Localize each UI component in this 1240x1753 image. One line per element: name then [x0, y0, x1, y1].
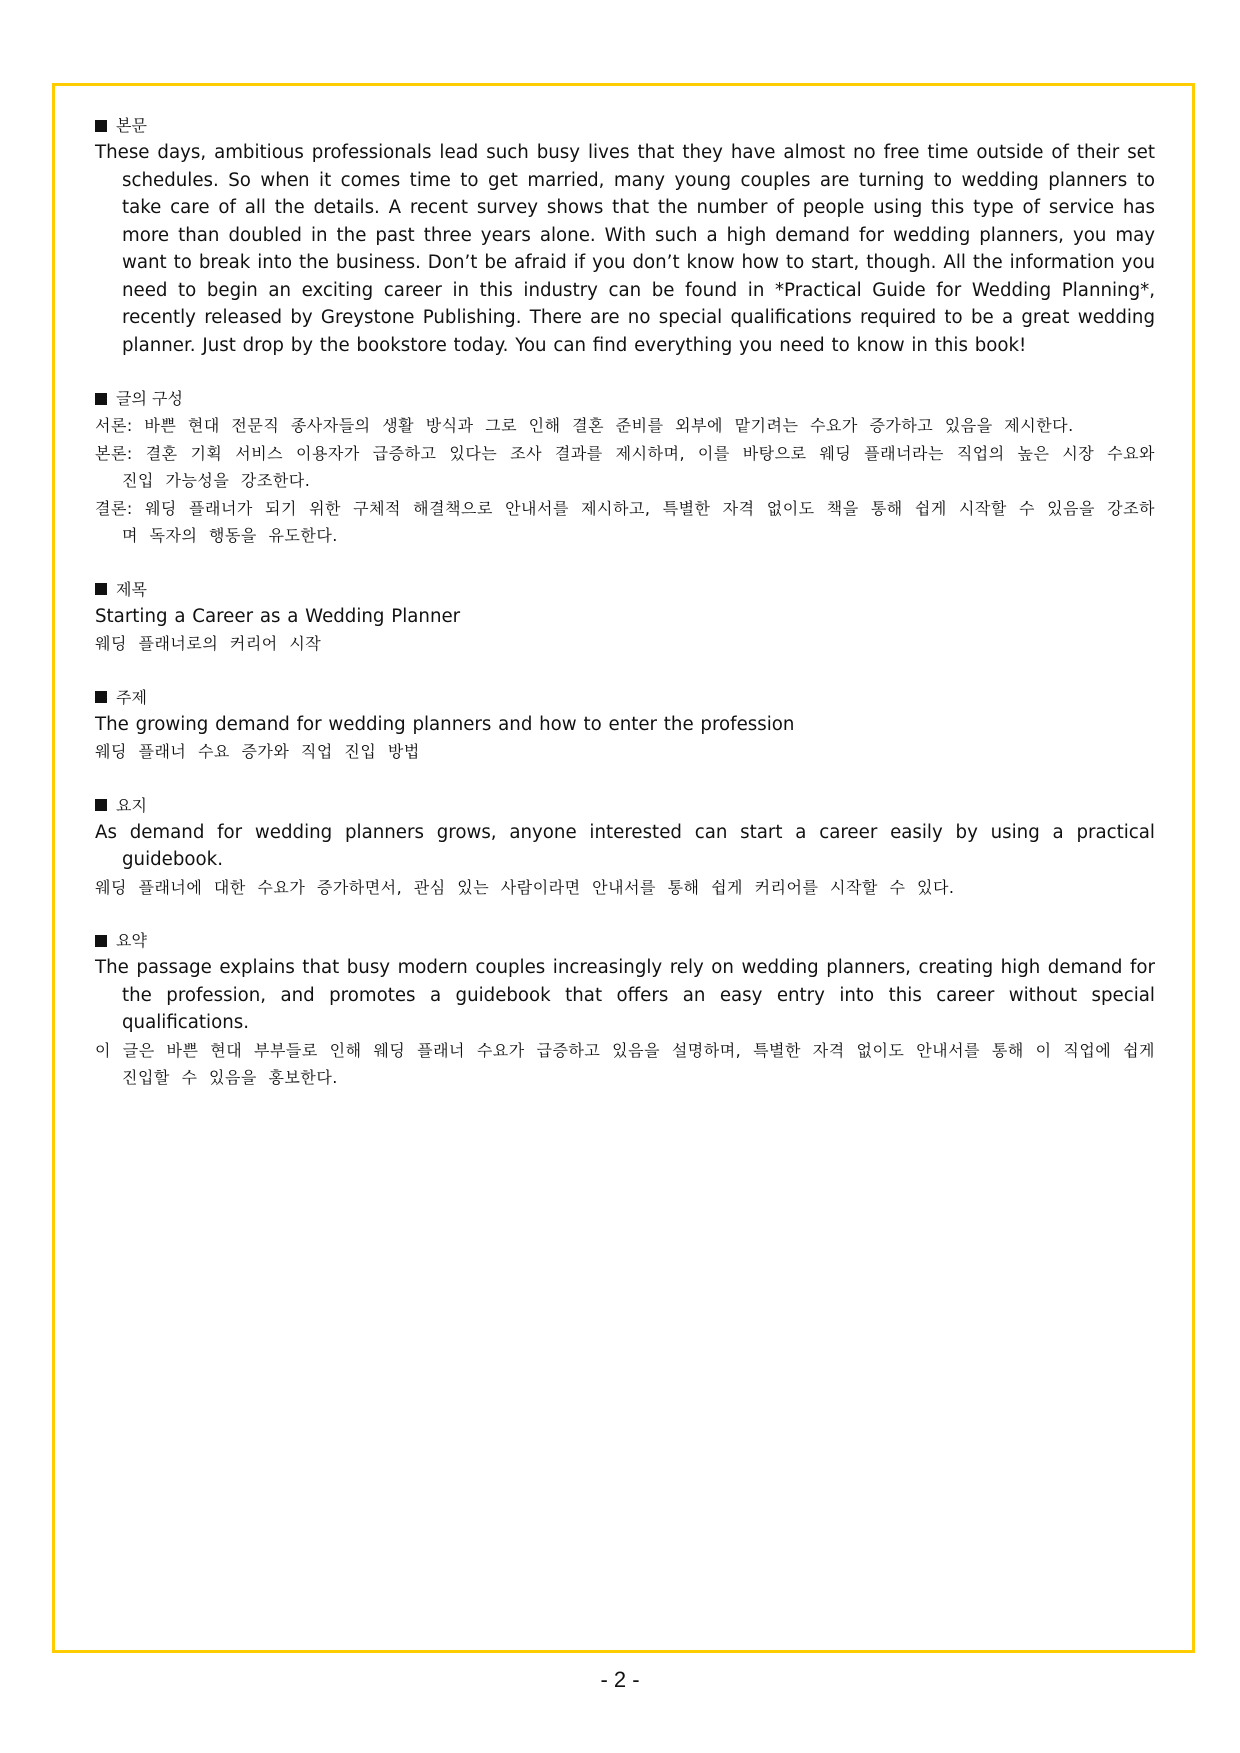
structure-text: 웨딩 플래너가 되기 위한 구체적 해결책으로 안내서를 제시하고, 특별한 자격 없이도 책을 통해 쉽게 시작할 수 있음을 강조하며 독자의 행동을 유도한다. [122, 498, 1155, 545]
structure-label: 결론: [95, 498, 133, 518]
title-english: Starting a Career as a Wedding Planner [95, 605, 461, 627]
square-bullet-icon [95, 799, 107, 811]
section-heading-label: 요지 [116, 795, 147, 815]
square-bullet-icon [95, 691, 107, 703]
page-number: - 2 - [600, 1667, 640, 1692]
structure-item-body [95, 440, 1155, 495]
gist-korean: 웨딩 플래너에 대한 수요가 증가하면서, 관심 있는 사람이라면 안내서를 통해 쉽게 커리어를 시작할 수 있다. [95, 877, 955, 897]
structure-item-intro [95, 412, 1155, 440]
section-heading-label: 글의 구성 [116, 389, 183, 408]
section-title [95, 576, 1155, 658]
topic-korean: 웨딩 플래너 수요 증가와 직업 진입 방법 [95, 742, 420, 761]
section-heading-label: 본문 [116, 116, 147, 135]
section-heading-label: 주제 [116, 687, 147, 707]
structure-label: 본론: [95, 443, 133, 463]
section-heading [95, 792, 1155, 819]
section-heading [95, 576, 1155, 603]
structure-label: 서론: [95, 416, 133, 435]
section-heading [95, 385, 1155, 412]
passage-text: These days, ambitious professionals lead such busy lives that they have almost no free time outside of their set schedules. So when it comes time to get married, many young couples are turning to wedding planners to take care of all the details. A recent survey shows that the number of people using this type of service has more than doubled in the past three years alone. With such a high demand for wedding planners, you may want to break into the business. Don’t be afraid if you don’t know how to start, though. All the information you need to begin an exciting career in this industry can be found in *Practical Guide for Wedding Planning*, recently released by Greystone Publishing. There are no special qualifications required to be a great wedding planner. Just drop by the bookstore today. You can find everything you need to know in this book! [95, 142, 1155, 356]
summary-korean: 이 글은 바쁜 현대 부부들로 인해 웨딩 플래너 수요가 급증하고 있음을 설명하며, 특별한 자격 없이도 안내서를 통해 이 직업에 쉽게 진입할 수 있음을 홍보한다. [95, 1040, 1155, 1087]
section-heading [95, 684, 1155, 711]
square-bullet-icon [95, 393, 107, 405]
section-body-passage [95, 112, 1155, 359]
page-frame [52, 83, 1195, 1653]
square-bullet-icon [95, 583, 107, 595]
section-heading [95, 112, 1155, 139]
document-content [95, 112, 1155, 1118]
section-structure [95, 385, 1155, 550]
summary-english: The passage explains that busy modern couples increasingly rely on wedding planners, creating high demand for the profession, and promotes a guidebook that offers an easy entry into this career without special qualifications. [95, 957, 1155, 1033]
structure-text: 결혼 기획 서비스 이용자가 급증하고 있다는 조사 결과를 제시하며, 이를 바탕으로 웨딩 플래너라는 직업의 높은 시장 수요와 진입 가능성을 강조한다. [122, 443, 1155, 490]
structure-item-conclusion [95, 495, 1155, 550]
section-heading-label: 요약 [116, 931, 147, 950]
structure-text: 바쁜 현대 전문직 종사자들의 생활 방식과 그로 인해 결혼 준비를 외부에 맡기려는 수요가 증가하고 있음을 제시한다. [144, 416, 1074, 435]
section-topic [95, 684, 1155, 766]
title-korean: 웨딩 플래너로의 커리어 시작 [95, 634, 322, 653]
section-heading-label: 제목 [116, 579, 147, 599]
section-heading [95, 927, 1155, 954]
section-gist [95, 792, 1155, 902]
square-bullet-icon [95, 120, 107, 132]
square-bullet-icon [95, 935, 107, 947]
section-summary [95, 927, 1155, 1092]
gist-english: As demand for wedding planners grows, anyone interested can start a career easily by using a practical guidebook. [95, 821, 1155, 870]
topic-english: The growing demand for wedding planners and how to enter the profession [95, 713, 795, 735]
